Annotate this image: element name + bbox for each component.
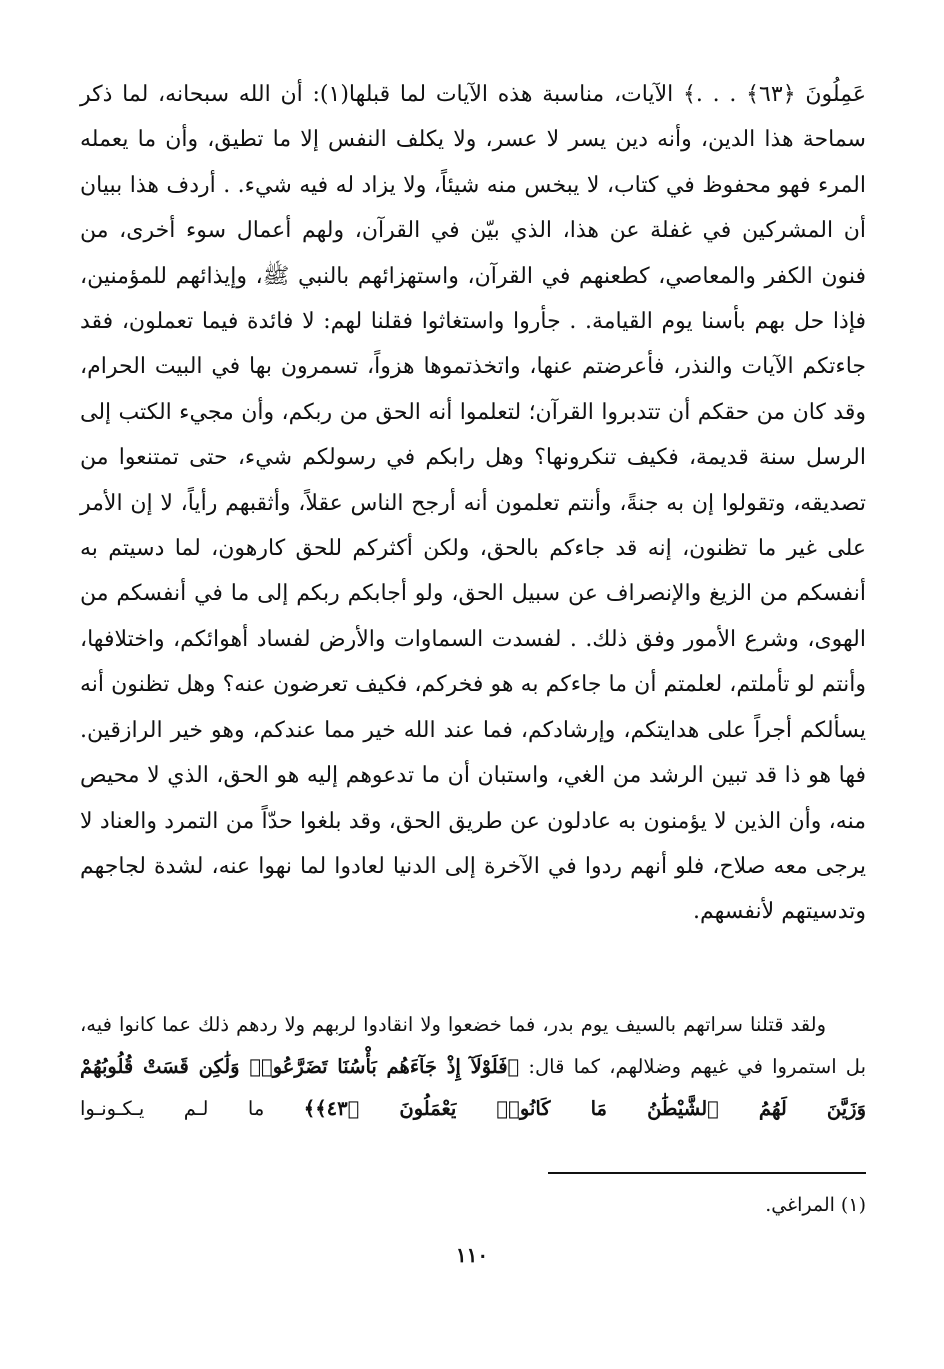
quran-verse: ﴿فَلَوْلَآ إِذْ جَآءَهُم بَأْسُنَا تَضَرَّعُوا۟ وَلَٰكِن قَسَتْ قُلُوبُهُمْ وَزَيَّنَ لَهُمُ ٱلشَّيْطَٰنُ مَا كَانُوا۟ يَعْمَلُونَ ﴿٤٣﴾﴾	[80, 1055, 866, 1120]
page-number: ١١٠	[455, 1243, 489, 1267]
main-paragraph: عَمِلُونَ ﴿٦٣﴾ . . .﴾ الآيات، مناسبة هذه الآيات لما قبلها(١): أن الله سبحانه، لما ذكر سماحة هذا الدين، وأنه دين يسر لا عسر، ولا يكلف النفس إلا ما تطيق، وأن ما يعمله المرء فهو محفوظ في كتاب، لا يبخس منه شيئاً، ولا يزاد له فيه شيء. . أردف هذا ببيان أن المشركين في غفلة عن هذا، الذي بيّن في القرآن، ولهم أعمال سوء أخرى، من فنون الكفر والمعاصي، كطعنهم في القرآن، واستهزائهم بالنبي ﷺ، وإيذائهم للمؤمنين، فإذا حل بهم بأسنا يوم القيامة. . جأروا واستغاثوا فقلنا لهم: لا فائدة فيما تعملون، فقد جاءتكم الآيات والنذر، فأعرضتم عنها، واتخذتموها هزواً، تسمرون بها في البيت الحرام، وقد كان من حقكم أن تتدبروا القرآن؛ لتعلموا أنه الحق من ربكم، وأن مجيء الكتب إلى الرسل سنة قديمة، فكيف تنكرونها؟ وهل رابكم في رسولكم شيء، حتى تمتنعوا من تصديقه، وتقولوا إن به جنةً، وأنتم تعلمون أنه أرجح الناس عقلاً، وأثقبهم رأياً، لا إن الأمر على غير ما تظنون، إنه قد جاءكم بالحق، ولكن أكثركم للحق كارهون، لما دسيتم به أنفسكم من الزيغ والإنصراف عن سبيل الحق، ولو أجابكم ربكم إلى ما في أنفسكم من الهوى، وشرع الأمور وفق ذلك. . لفسدت السماوات والأرض لفساد أهوائكم، واختلافها، وأنتم لو تأملتم، لعلمتم أن ما جاءكم به هو فخركم، فكيف تعرضون عنه؟ وهل تظنون أنه يسألكم أجراً على هدايتكم، وإرشادكم، فما عند الله خير مما عندكم، وهو خير الرازقين. فها هو ذا قد تبين الرشد من الغي، واستبان أن ما تدعوهم إليه هو الحق، الذي لا محيص منه، وأن الذين لا يؤمنون به عادلون عن طريق الحق، وقد بلغوا حدّاً من التمرد والعناد لا يرجى معه صلاح، فلو أنهم ردوا في الآخرة إلى الدنيا لعادوا لما نهوا عنه، لشدة لجاجهم وتدسيتهم لأنفسهم.	[80, 82, 867, 925]
second-paragraph-text: ولقد قتلنا سراتهم بالسيف يوم بدر، فما خضعوا ولا انقادوا لربهم ولا ردهم ذلك عما كانوا فيه، بل استمروا في غيهم وضلالهم، كما قال:	[80, 1013, 867, 1078]
second-paragraph	[80, 1004, 866, 1130]
footnote: (١) المراغي.	[765, 1194, 866, 1216]
footnote-divider	[548, 1172, 866, 1174]
second-paragraph-tail: ما لـم يـكـونـوا	[80, 1097, 304, 1120]
